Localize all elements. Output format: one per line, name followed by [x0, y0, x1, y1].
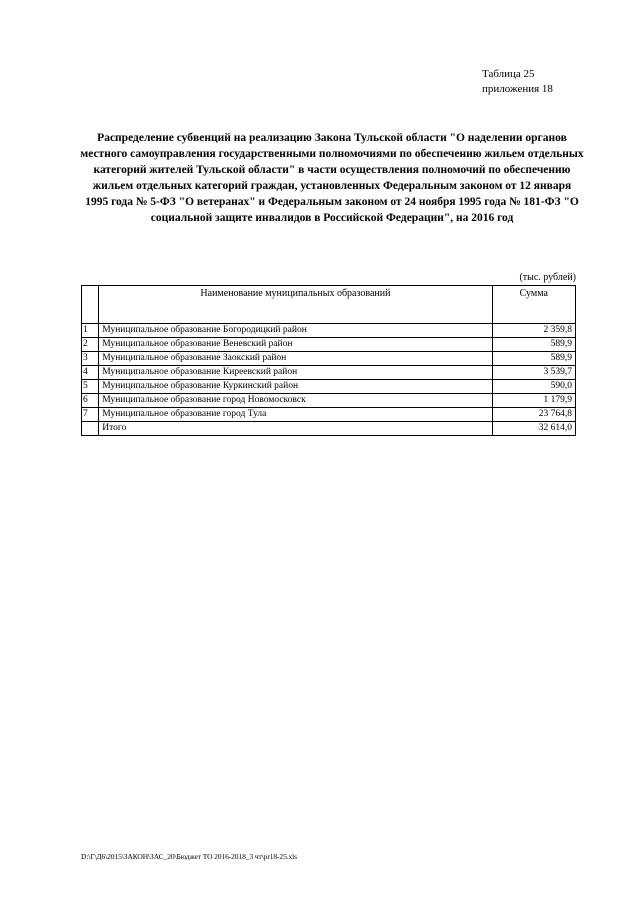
document-title: Распределение субвенций на реализацию Закона Тульской области "О наделении органов местного самоуправления государственными полномочиями по обеспечению жильем отдельных категорий жителей Тульской области" в части осуществления полномочий по обеспечению жильем отдельных категорий граждан, установленных Федеральным законом от 12 января 1995 года № 5-ФЗ "О ветеранах" и Федеральным законом от 24 ноября 1995 года № 181-ФЗ "О социальной защите инвалидов в Российской Федерации", на 2016 год: [80, 132, 584, 224]
header-name: Наименование муниципальных образований: [99, 286, 492, 324]
total-number: [82, 422, 99, 436]
file-path-footer: D:\Г\Д6\2015\ЗАКОН\ЗАС_20\Бюджет ТО 2016-2018_3 чт\pr18-25.xls: [81, 852, 297, 861]
appendix-number: приложения 18: [482, 83, 553, 95]
row-number: 6: [82, 394, 99, 408]
row-name: Муниципальное образование Богородицкий район: [99, 324, 492, 338]
row-name: Муниципальное образование Веневский район: [99, 338, 492, 352]
table-row: [82, 366, 576, 380]
row-number: 5: [82, 380, 99, 394]
annex-reference: [482, 67, 582, 97]
table-row: [82, 394, 576, 408]
table-total-row: [82, 422, 576, 436]
row-number: 4: [82, 366, 99, 380]
table-header-row: [82, 286, 576, 324]
row-sum: 3 539,7: [492, 366, 575, 380]
row-number: 1: [82, 324, 99, 338]
table-row: [82, 408, 576, 422]
table-row: [82, 324, 576, 338]
table-number: Таблица 25: [482, 68, 535, 80]
row-sum: 589,9: [492, 338, 575, 352]
table-row: [82, 380, 576, 394]
row-sum: 1 179,9: [492, 394, 575, 408]
row-sum: 2 359,8: [492, 324, 575, 338]
row-name: Муниципальное образование Киреевский район: [99, 366, 492, 380]
row-sum: 590,0: [492, 380, 575, 394]
row-number: 7: [82, 408, 99, 422]
row-sum: 589,9: [492, 352, 575, 366]
row-name: Муниципальное образование город Тула: [99, 408, 492, 422]
total-label: Итого: [99, 422, 492, 436]
row-number: 3: [82, 352, 99, 366]
table-row: [82, 338, 576, 352]
subsidy-table: [81, 285, 576, 436]
header-number: [82, 286, 99, 324]
row-name: Муниципальное образование город Новомосковск: [99, 394, 492, 408]
row-number: 2: [82, 338, 99, 352]
row-name: Муниципальное образование Куркинский район: [99, 380, 492, 394]
row-name: Муниципальное образование Заокский район: [99, 352, 492, 366]
table-row: [82, 352, 576, 366]
units-label: (тыс. рублей): [519, 272, 576, 283]
header-sum: Сумма: [492, 286, 575, 324]
row-sum: 23 764,8: [492, 408, 575, 422]
total-sum: 32 614,0: [492, 422, 575, 436]
